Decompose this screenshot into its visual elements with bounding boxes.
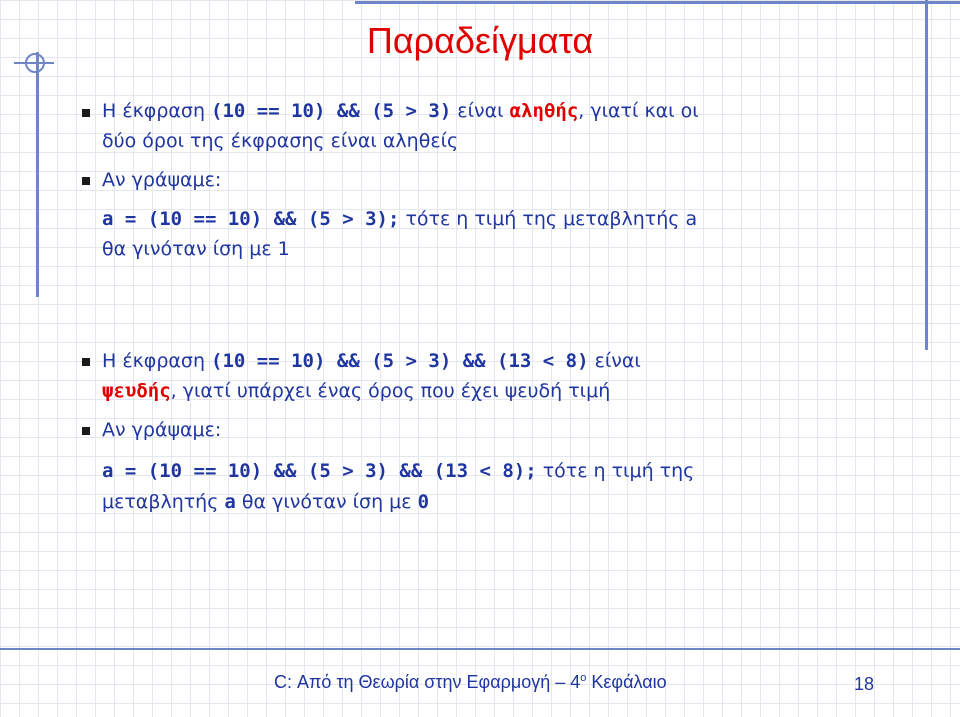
text: είναι (588, 350, 641, 372)
text: μεταβλητής (102, 491, 225, 513)
text: τότε η τιμή της μεταβλητής a (399, 208, 698, 230)
bullet-marker (82, 177, 90, 185)
example1-line3: Αν γράψαμε: (102, 169, 222, 191)
top-accent-line (355, 1, 960, 4)
text: είναι (451, 100, 510, 122)
footer-text (274, 672, 667, 693)
footer-label: C: Από τη Θεωρία στην Εφαρμογή – 4 (274, 672, 581, 692)
footer-divider (0, 648, 960, 650)
text: τότε η τιμή της (536, 460, 695, 482)
text: Η έκφραση (102, 350, 212, 372)
code: (10 == 10) && (5 > 3) (211, 100, 452, 122)
bullet-marker (82, 427, 90, 435)
example2-line1 (102, 346, 641, 376)
example1-line4 (102, 204, 697, 234)
example2-line4 (102, 456, 694, 486)
example1-line2: δύο όροι της έκφρασης είναι αληθείς (102, 130, 459, 152)
text: , γιατί υπάρχει ένας όρος που έχει ψευδή τιμή (170, 380, 611, 402)
code: (10 == 10) && (5 > 3) && (13 < 8) (211, 350, 589, 372)
false-keyword: ψευδής (102, 380, 171, 402)
footer-label: Κεφάλαιο (586, 672, 667, 692)
left-accent-line (36, 52, 39, 297)
example2-line2 (102, 376, 610, 406)
page-number: 18 (854, 674, 875, 694)
example1-line5: θα γινόταν ίση με 1 (102, 238, 290, 260)
code: a (224, 491, 236, 513)
text: , γιατί και οι (578, 100, 699, 122)
example1-line1 (102, 96, 699, 126)
example2-line5 (102, 487, 429, 517)
bullet-marker (82, 109, 90, 117)
bullet-marker (82, 358, 90, 366)
slide-title: Παραδείγματα (366, 20, 594, 61)
corner-line-decoration (14, 62, 54, 64)
footer-superscript: ο (580, 672, 587, 684)
code: a = (10 == 10) && (5 > 3) && (13 < 8); (102, 460, 537, 482)
text: Η έκφραση (102, 100, 212, 122)
code: 0 (417, 491, 430, 513)
example2-line3: Αν γράψαμε: (102, 419, 222, 441)
text: θα γινόταν ίση με (235, 491, 418, 513)
code: a = (10 == 10) && (5 > 3); (102, 208, 400, 230)
true-keyword: αληθής (509, 100, 579, 122)
